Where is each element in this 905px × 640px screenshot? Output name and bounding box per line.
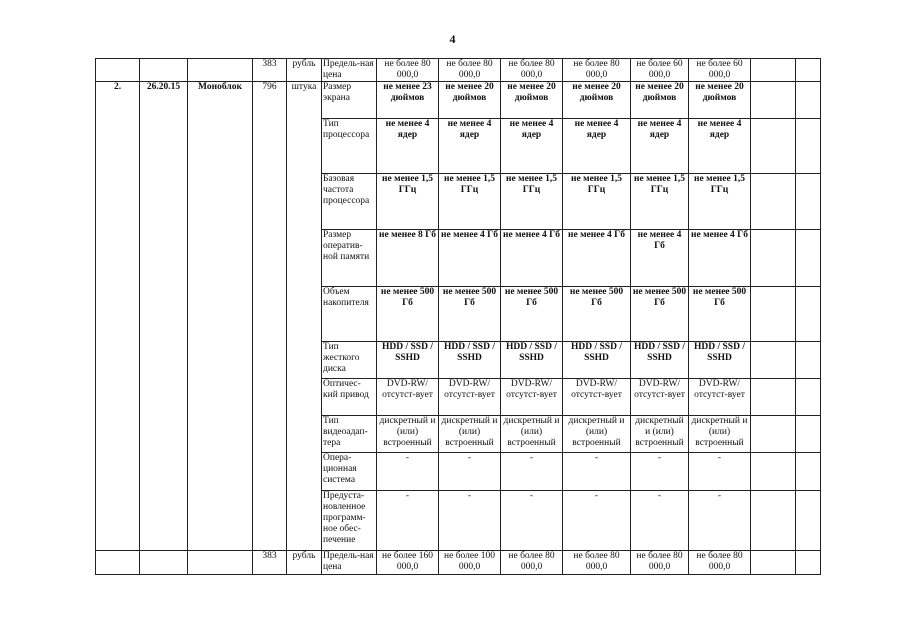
value-cell: не менее 4 ядер [439,119,501,174]
value-cell: не менее 4 Гб [563,230,631,287]
characteristic-cell: Размер оператив-ной памяти [322,230,377,287]
table-row-bottom-price [96,551,821,575]
table-row-top-price [96,59,821,82]
cell-empty [796,491,821,551]
okei-code-cell: 383 [253,59,287,82]
value-cell: не менее 500 Гб [689,287,751,342]
cell-empty [796,59,821,82]
cell-empty [796,230,821,287]
cell-empty [751,287,796,342]
value-cell: - [631,491,689,551]
value-cell: не менее 1,5 ГГц [377,174,439,230]
value-cell: не более 80 000,0 [631,551,689,575]
cell-empty [751,174,796,230]
value-cell: дискретный и (или) встроенный [439,416,501,453]
value-cell: не менее 20 дюймов [501,82,563,119]
characteristic-cell: Предель-ная цена [322,59,377,82]
table-body [96,59,821,575]
value-cell: не менее 4 ядер [563,119,631,174]
value-cell: не более 60 000,0 [631,59,689,82]
value-cell: не менее 8 Гб [377,230,439,287]
value-cell: не менее 20 дюймов [689,82,751,119]
item-name-cell: Моноблок [188,82,253,551]
characteristic-cell: Оптичес-кий привод [322,379,377,416]
unit-cell: рубль [287,551,322,575]
value-cell: не менее 500 Гб [563,287,631,342]
cell-empty [751,551,796,575]
cell-empty [796,416,821,453]
value-cell: HDD / SSD / SSHD [439,342,501,379]
value-cell: не менее 4 ядер [501,119,563,174]
value-cell: дискретный и (или) встроенный [689,416,751,453]
value-cell: не более 100 000,0 [439,551,501,575]
cell-empty [751,230,796,287]
value-cell: не более 160 000,0 [377,551,439,575]
cell-empty [140,551,188,575]
value-cell: не менее 4 Гб [501,230,563,287]
value-cell: не более 80 000,0 [563,551,631,575]
value-cell: - [689,453,751,491]
value-cell: не менее 20 дюймов [439,82,501,119]
okpd2-code-cell: 26.20.15 [140,82,188,551]
cell-empty [796,287,821,342]
characteristic-cell: Опера-ционная система [322,453,377,491]
value-cell: не менее 20 дюймов [631,82,689,119]
value-cell: не менее 1,5 ГГц [563,174,631,230]
value-cell: не менее 4 Гб [631,230,689,287]
value-cell: - [439,491,501,551]
value-cell: - [377,453,439,491]
cell-empty [751,119,796,174]
cell-empty [796,174,821,230]
value-cell: - [377,491,439,551]
cell-empty [796,379,821,416]
value-cell: не более 80 000,0 [689,551,751,575]
value-cell: не более 80 000,0 [377,59,439,82]
value-cell: дискретный и (или) встроенный [563,416,631,453]
value-cell: DVD-RW/отсутст-вует [377,379,439,416]
value-cell: DVD-RW/отсутст-вует [689,379,751,416]
characteristic-cell: Размер экрана [322,82,377,119]
cell-empty [796,119,821,174]
cell-empty [796,342,821,379]
table-row [96,82,821,119]
value-cell: - [563,491,631,551]
cell-empty [796,82,821,119]
characteristic-cell: Базовая частота процессора [322,174,377,230]
cell-empty [188,551,253,575]
cell-empty [751,342,796,379]
characteristic-cell: Объем накопителя [322,287,377,342]
value-cell: HDD / SSD / SSHD [563,342,631,379]
okei-code-cell: 796 [253,82,287,551]
unit-cell: штука [287,82,322,551]
value-cell: не менее 500 Гб [631,287,689,342]
value-cell: не менее 23 дюймов [377,82,439,119]
cell-empty [796,453,821,491]
value-cell: - [439,453,501,491]
cell-empty [796,551,821,575]
cell-empty [96,551,140,575]
value-cell: не менее 500 Гб [501,287,563,342]
cell-empty [751,491,796,551]
value-cell: - [563,453,631,491]
value-cell: HDD / SSD / SSHD [631,342,689,379]
value-cell: не более 60 000,0 [689,59,751,82]
cell-empty [751,82,796,119]
value-cell: DVD-RW/отсутст-вует [631,379,689,416]
value-cell: DVD-RW/отсутст-вует [563,379,631,416]
value-cell: не менее 1,5 ГГц [439,174,501,230]
value-cell: HDD / SSD / SSHD [689,342,751,379]
value-cell: не менее 4 ядер [377,119,439,174]
value-cell: не более 80 000,0 [501,59,563,82]
value-cell: HDD / SSD / SSHD [501,342,563,379]
value-cell: - [501,491,563,551]
cell-empty [751,453,796,491]
value-cell: не более 80 000,0 [439,59,501,82]
characteristic-cell: Тип видеоадап-тера [322,416,377,453]
value-cell: дискретный и (или) встроенный [631,416,689,453]
value-cell: не менее 4 Гб [439,230,501,287]
value-cell: HDD / SSD / SSHD [377,342,439,379]
unit-cell: рубль [287,59,322,82]
characteristic-cell: Тип процессора [322,119,377,174]
value-cell: не менее 20 дюймов [563,82,631,119]
cell-empty [188,59,253,82]
value-cell: не менее 4 Гб [689,230,751,287]
value-cell: дискретный и (или) встроенный [377,416,439,453]
value-cell: не менее 1,5 ГГц [689,174,751,230]
value-cell: не менее 1,5 ГГц [631,174,689,230]
value-cell: - [501,453,563,491]
value-cell: не менее 500 Гб [439,287,501,342]
item-number-cell: 2. [96,82,140,551]
value-cell: - [631,453,689,491]
value-cell: не менее 4 ядер [631,119,689,174]
value-cell: не менее 500 Гб [377,287,439,342]
cell-empty [96,59,140,82]
cell-empty [751,416,796,453]
value-cell: не более 80 000,0 [501,551,563,575]
page-number: 4 [449,32,456,46]
characteristic-cell: Предель-ная цена [322,551,377,575]
specification-table [95,58,821,575]
okei-code-cell: 383 [253,551,287,575]
value-cell: не менее 1,5 ГГц [501,174,563,230]
cell-empty [140,59,188,82]
value-cell: дискретный и (или) встроенный [501,416,563,453]
cell-empty [751,379,796,416]
characteristic-cell: Тип жесткого диска [322,342,377,379]
characteristic-cell: Предуста-новленное программ-ное обес-печение [322,491,377,551]
value-cell: DVD-RW/отсутст-вует [501,379,563,416]
value-cell: не более 80 000,0 [563,59,631,82]
value-cell: DVD-RW/отсутст-вует [439,379,501,416]
cell-empty [751,59,796,82]
value-cell: - [689,491,751,551]
value-cell: не менее 4 ядер [689,119,751,174]
